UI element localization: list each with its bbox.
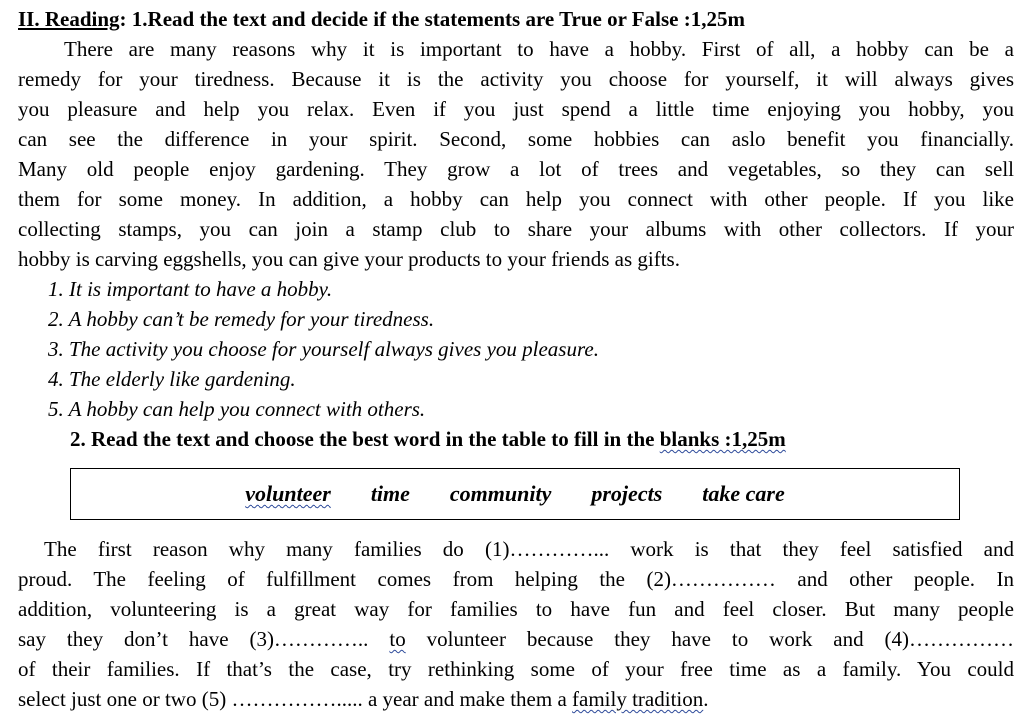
word-bank-item: take care xyxy=(702,481,785,506)
passage2-family-tradition: family tradition xyxy=(572,687,704,711)
passage1-line: hobby is carving eggshells, you can give your products to your friends as gifts. xyxy=(18,247,680,271)
passage1-line: There are many reasons why it is important to have a hobby. First of all, a hobby can be a xyxy=(64,37,1014,61)
statement-item: 5. A hobby can help you connect with others. xyxy=(48,397,426,421)
section-label: II. Reading xyxy=(18,7,120,31)
passage1-line: remedy for your tiredness. Because it is the activity you choose for yourself, it will always gives xyxy=(18,67,1014,91)
reading-passage-2 xyxy=(18,534,1014,714)
passage2-line xyxy=(18,684,1014,714)
word-bank-item: community xyxy=(449,481,552,506)
reading-passage-1 xyxy=(18,34,1014,274)
statement-item: 2. A hobby can’t be remedy for your tiredness. xyxy=(48,307,435,331)
word-bank-item: projects xyxy=(591,481,663,506)
passage1-line: collecting stamps, you can join a stamp club to share your albums with other collectors. If your xyxy=(18,217,1014,241)
passage2-line4-part: say they don’t have (3)………….. xyxy=(18,627,390,651)
word-bank-item: volunteer xyxy=(245,481,331,506)
passage1-line: can see the difference in your spirit. Second, some hobbies can aslo benefit you financially. xyxy=(18,127,1014,151)
statement-item: 1. It is important to have a hobby. xyxy=(48,277,333,301)
statement-item: 4. The elderly like gardening. xyxy=(48,367,296,391)
worksheet-page xyxy=(18,4,1014,714)
task2-instruction-blanks: blanks :1,25m xyxy=(659,427,786,451)
task2-instruction-text: 2. Read the text and choose the best word in the table to fill in the xyxy=(70,427,660,451)
passage2-line: The first reason why many families do (1)…………... work is that they feel satisfied and xyxy=(44,537,1014,561)
task2-instruction xyxy=(18,424,1014,454)
word-bank-item: time xyxy=(370,481,410,506)
passage2-line4-part: volunteer because they have to work and (4)…………… xyxy=(405,627,1014,651)
passage2-line: proud. The feeling of fulfillment comes from helping the (2)…………… and other people. In xyxy=(18,567,1014,591)
passage2-line6-part: select just one or two (5) ……………..... a year and make them a xyxy=(18,687,573,711)
word-bank-box xyxy=(70,468,960,520)
task1-instruction: : 1.Read the text and decide if the statements are True or False :1,25m xyxy=(119,7,745,31)
passage2-line: addition, volunteering is a great way for families to have fun and feel closer. But many people xyxy=(18,597,1014,621)
passage2-line4-to: to xyxy=(389,627,406,651)
passage1-line: Many old people enjoy gardening. They grow a lot of trees and vegetables, so they can sell xyxy=(18,157,1014,181)
passage2-line6-end: . xyxy=(703,687,709,711)
statement-item: 3. The activity you choose for yourself always gives you pleasure. xyxy=(48,337,599,361)
passage1-line: them for some money. In addition, a hobby can help you connect with other people. If you like xyxy=(18,187,1014,211)
passage1-line: you pleasure and help you relax. Even if you just spend a little time enjoying you hobby, you xyxy=(18,97,1014,121)
passage2-line xyxy=(18,624,1014,654)
passage2-line: of their families. If that’s the case, try rethinking some of your free time as a family. You could xyxy=(18,657,1014,681)
statement-list xyxy=(18,274,1014,424)
reading-heading xyxy=(18,4,1014,34)
